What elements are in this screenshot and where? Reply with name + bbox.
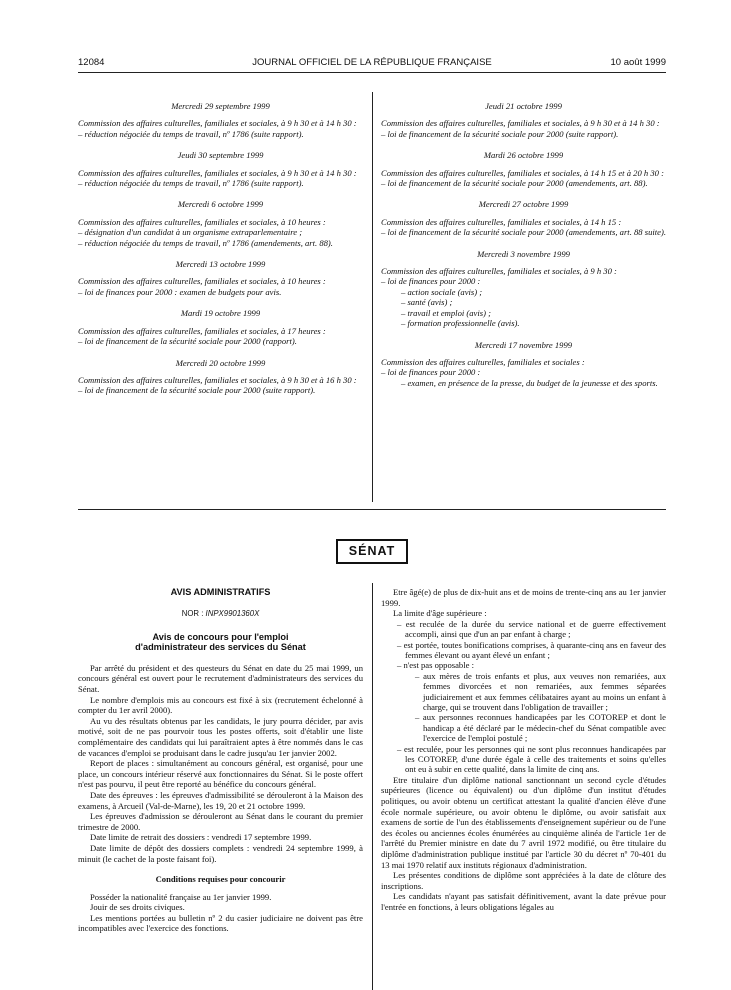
schedule-item: – loi de financement de la sécurité sociale pour 2000 (suite rapport). bbox=[381, 128, 619, 139]
schedule-item: – loi de finances pour 2000 : bbox=[381, 276, 481, 287]
obligations-paragraph: Les candidats n'ayant pas satisfait définitivement, avant la date prévue pour l'entrée en fonctions, à leurs obligations légales au bbox=[381, 891, 666, 912]
schedule-date: Mercredi 27 octobre 1999 bbox=[478, 199, 569, 210]
avis-right-column bbox=[381, 587, 666, 913]
schedule-entry bbox=[381, 150, 666, 188]
page-number: 12084 bbox=[78, 57, 105, 68]
header-rule bbox=[78, 72, 666, 73]
nor-code: INPX9901360X bbox=[205, 609, 260, 619]
page-header bbox=[78, 57, 666, 71]
schedule-date: Mardi 26 octobre 1999 bbox=[483, 150, 564, 161]
schedule-entry bbox=[78, 101, 363, 139]
avis-paragraph: Posséder la nationalité française au 1er janvier 1999. bbox=[90, 891, 272, 902]
journal-title: JOURNAL OFFICIEL DE LA RÉPUBLIQUE FRANÇAISE bbox=[252, 57, 492, 68]
schedule-date: Jeudi 21 octobre 1999 bbox=[485, 101, 562, 111]
age-paragraph: Etre âgé(e) de plus de dix-huit ans et de moins de trente-cinq ans au 1er janvier 1999. bbox=[381, 587, 666, 608]
schedule-entry bbox=[78, 199, 363, 248]
age-limit-intro: La limite d'âge supérieure : bbox=[393, 608, 487, 619]
schedule-entry bbox=[78, 308, 363, 346]
age-limit-subitem: – aux mères de trois enfants et plus, aux veuves non remariées, aux femmes divorcées et non remariées, aux femmes séparées judiciairement et aux femmes célibataires ayant au moins un enfant à charge, qui se trouvent dans l'obligation de travailler ; bbox=[415, 670, 666, 713]
avis-paragraph: Le nombre d'emplois mis au concours est fixé à six (recrutement échelonné à compter du 1er avril 2000). bbox=[78, 694, 363, 716]
avis-paragraph: Jouir de ses droits civiques. bbox=[90, 902, 185, 913]
schedule-item: – examen, en présence de la presse, du budget de la jeunesse et des sports. bbox=[401, 377, 658, 388]
senat-section-label: SÉNAT bbox=[336, 539, 408, 564]
avis-title: Avis de concours pour l'emploi d'administrateur des services du Sénat bbox=[135, 631, 306, 653]
schedule-commission: Commission des affaires culturelles, familiales et sociales, à 14 h 15 : bbox=[381, 216, 622, 227]
avis-left-column bbox=[78, 587, 363, 934]
schedule-commission: Commission des affaires culturelles, familiales et sociales, à 10 heures : bbox=[78, 276, 326, 287]
schedule-date: Mercredi 17 novembre 1999 bbox=[474, 339, 573, 350]
schedule-date: Mercredi 3 novembre 1999 bbox=[477, 248, 570, 259]
schedule-date: Mercredi 6 octobre 1999 bbox=[177, 199, 264, 210]
schedule-item: – réduction négociée du temps de travail, nº 1786 (suite rapport). bbox=[78, 128, 304, 139]
schedule-commission: Commission des affaires culturelles, familiales et sociales, à 9 h 30 et à 14 h 30 : bbox=[381, 118, 660, 129]
age-limit-item: – est reculée de la durée du service national et de guerre effectivement accompli, ainsi que d'un an par enfant à charge ; bbox=[397, 618, 666, 640]
age-limit-item: – n'est pas opposable : bbox=[397, 660, 474, 671]
issue-date: 10 août 1999 bbox=[610, 57, 666, 68]
schedule-item: – loi de finances pour 2000 : examen de budgets pour avis. bbox=[78, 286, 282, 297]
schedule-date: Mercredi 13 octobre 1999 bbox=[175, 259, 266, 270]
schedule-item: – loi de financement de la sécurité sociale pour 2000 (rapport). bbox=[78, 336, 297, 347]
schedule-item: – loi de financement de la sécurité sociale pour 2000 (amendements, art. 88). bbox=[381, 178, 648, 189]
schedule-entry bbox=[78, 259, 363, 297]
schedule-item: – réduction négociée du temps de travail, nº 1786 (amendements, art. 88). bbox=[78, 237, 333, 248]
schedule-entry bbox=[381, 249, 666, 329]
avis-paragraph: Les épreuves d'admission se dérouleront au Sénat dans le courant du premier trimestre de 2000. bbox=[78, 811, 363, 832]
schedule-item: – formation professionnelle (avis). bbox=[401, 318, 520, 329]
schedule-commission: Commission des affaires culturelles, familiales et sociales, à 10 heures : bbox=[78, 216, 326, 227]
schedule-item: – loi de financement de la sécurité sociale pour 2000 (suite rapport). bbox=[78, 385, 316, 396]
schedule-entry bbox=[78, 358, 363, 396]
schedule-item: – réduction négociée du temps de travail, nº 1786 (suite rapport). bbox=[78, 178, 304, 189]
schedule-commission: Commission des affaires culturelles, familiales et sociales, à 9 h 30 et à 16 h 30 : bbox=[78, 374, 357, 385]
avis-paragraph: Report de places : simultanément au concours général, est organisé, pour une place, un concours intérieur réservé aux fonctionnaires du Sénat. Si le poste offert n'est pas pourvu, il peut être reporté au bénéfice du concours général. bbox=[78, 758, 363, 790]
schedule-item: – désignation d'un candidat à un organisme extraparlementaire ; bbox=[78, 227, 303, 238]
diploma-paragraph: Etre titulaire d'un diplôme national sanctionnant un second cycle d'études supérieures (licence ou équivalent) ou d'un diplôme d'un institut d'études politiques, ou avoir obtenu un certificat attestant la qualité d'ancien élève d'une école normale supérieure, ou avoir obtenu le diplôme, ou avoir satisfait aux examens de sortie de l'un des établissements d'enseignement supérieur ou de l'une des écoles ou anciennes écoles énumérées au cinquième alinéa de l'article 1er de l'arrêté du Premier ministre en date du 7 avril 1972 modifié, ou être titulaire du diplôme d'administration publique institué par l'article 30 du décret nº 70-401 du 13 mai 1970 relatif aux instituts régionaux d'administration. bbox=[381, 774, 666, 870]
avis-heading: AVIS ADMINISTRATIFS bbox=[170, 587, 271, 597]
section-rule bbox=[78, 509, 666, 510]
right-schedule-column bbox=[381, 101, 666, 399]
diploma-date-paragraph: Les présentes conditions de diplôme sont appréciées à la date de clôture des inscriptions. bbox=[381, 870, 666, 891]
schedule-item: – santé (avis) ; bbox=[401, 297, 453, 308]
schedule-entry bbox=[78, 150, 363, 188]
schedule-date: Mardi 19 octobre 1999 bbox=[180, 308, 261, 319]
left-schedule-column bbox=[78, 101, 363, 407]
schedule-commission: Commission des affaires culturelles, familiales et sociales, à 9 h 30 et à 14 h 30 : bbox=[78, 118, 357, 129]
schedule-date: Mercredi 29 septembre 1999 bbox=[171, 101, 270, 111]
age-limit-subitem: – aux personnes reconnues handicapées par les COTOREP et dont le handicap a été déclaré par le médecin-chef du Sénat compatible avec l'exercice de l'emploi postulé ; bbox=[415, 712, 666, 744]
nor-label: NOR : bbox=[181, 609, 206, 619]
schedule-commission: Commission des affaires culturelles, familiales et sociales, à 9 h 30 et à 14 h 30 : bbox=[78, 167, 357, 178]
schedule-entry bbox=[381, 101, 666, 139]
conditions-heading: Conditions requises pour concourir bbox=[155, 874, 286, 885]
schedule-entry bbox=[381, 340, 666, 389]
avis-paragraph: Date limite de retrait des dossiers : vendredi 17 septembre 1999. bbox=[90, 832, 312, 843]
avis-paragraph: Par arrêté du président et des questeurs du Sénat en date du 25 mai 1999, un concours général est ouvert pour le recrutement d'administrateurs des services du Sénat. bbox=[78, 662, 363, 694]
schedule-entry bbox=[381, 199, 666, 237]
age-limit-item: – est reculée, pour les personnes qui ne sont plus reconnues handicapées par les COTOREP, d'une durée égale à celle des traitements et soins qu'elles ont eu à subir en cette qualité, dans la limite de cinq ans. bbox=[397, 743, 666, 775]
avis-paragraph: Au vu des résultats obtenus par les candidats, le jury pourra décider, par avis motivé, soit de ne pas pourvoir tous les postes offerts, soit d'établir une liste complémentaire des candidats qui lui paraîtraient aptes à être nommés dans le cas de vacances d'emploi se produisant dans le cadre jusqu'au 1er janvier 2002. bbox=[78, 715, 363, 758]
avis-paragraph: Date des épreuves : les épreuves d'admissibilité se dérouleront à la Maison des examens, à Arcueil (Val-de-Marne), les 19, 20 et 21 octobre 1999. bbox=[78, 789, 363, 811]
nor-line bbox=[78, 609, 363, 619]
schedule-commission: Commission des affaires culturelles, familiales et sociales, à 17 heures : bbox=[78, 325, 326, 336]
schedule-commission: Commission des affaires culturelles, familiales et sociales, à 9 h 30 : bbox=[381, 266, 617, 277]
schedule-item: – loi de financement de la sécurité sociale pour 2000 (amendements, art. 88 suite). bbox=[381, 227, 666, 238]
column-divider-top bbox=[372, 92, 373, 502]
column-divider-bottom bbox=[372, 583, 373, 990]
schedule-date: Mercredi 20 octobre 1999 bbox=[175, 357, 266, 368]
schedule-item: – action sociale (avis) ; bbox=[401, 286, 483, 297]
schedule-commission: Commission des affaires culturelles, familiales et sociales : bbox=[381, 356, 585, 367]
schedule-date: Jeudi 30 septembre 1999 bbox=[177, 150, 264, 161]
avis-paragraph: Date limite de dépôt des dossiers complets : vendredi 24 septembre 1999, à minuit (le cachet de la poste faisant foi). bbox=[78, 842, 363, 864]
age-limit-item: – est portée, toutes bonifications comprises, à quarante-cinq ans en faveur des femmes élevant ou ayant élevé un enfant ; bbox=[397, 639, 666, 660]
schedule-commission: Commission des affaires culturelles, familiales et sociales, à 14 h 15 et à 20 h 30 : bbox=[381, 167, 664, 178]
avis-paragraph: Les mentions portées au bulletin nº 2 du casier judiciaire ne doivent pas être incompatibles avec l'exercice des fonctions. bbox=[78, 912, 363, 934]
schedule-item: – travail et emploi (avis) ; bbox=[401, 307, 491, 318]
schedule-item: – loi de finances pour 2000 : bbox=[381, 367, 481, 378]
